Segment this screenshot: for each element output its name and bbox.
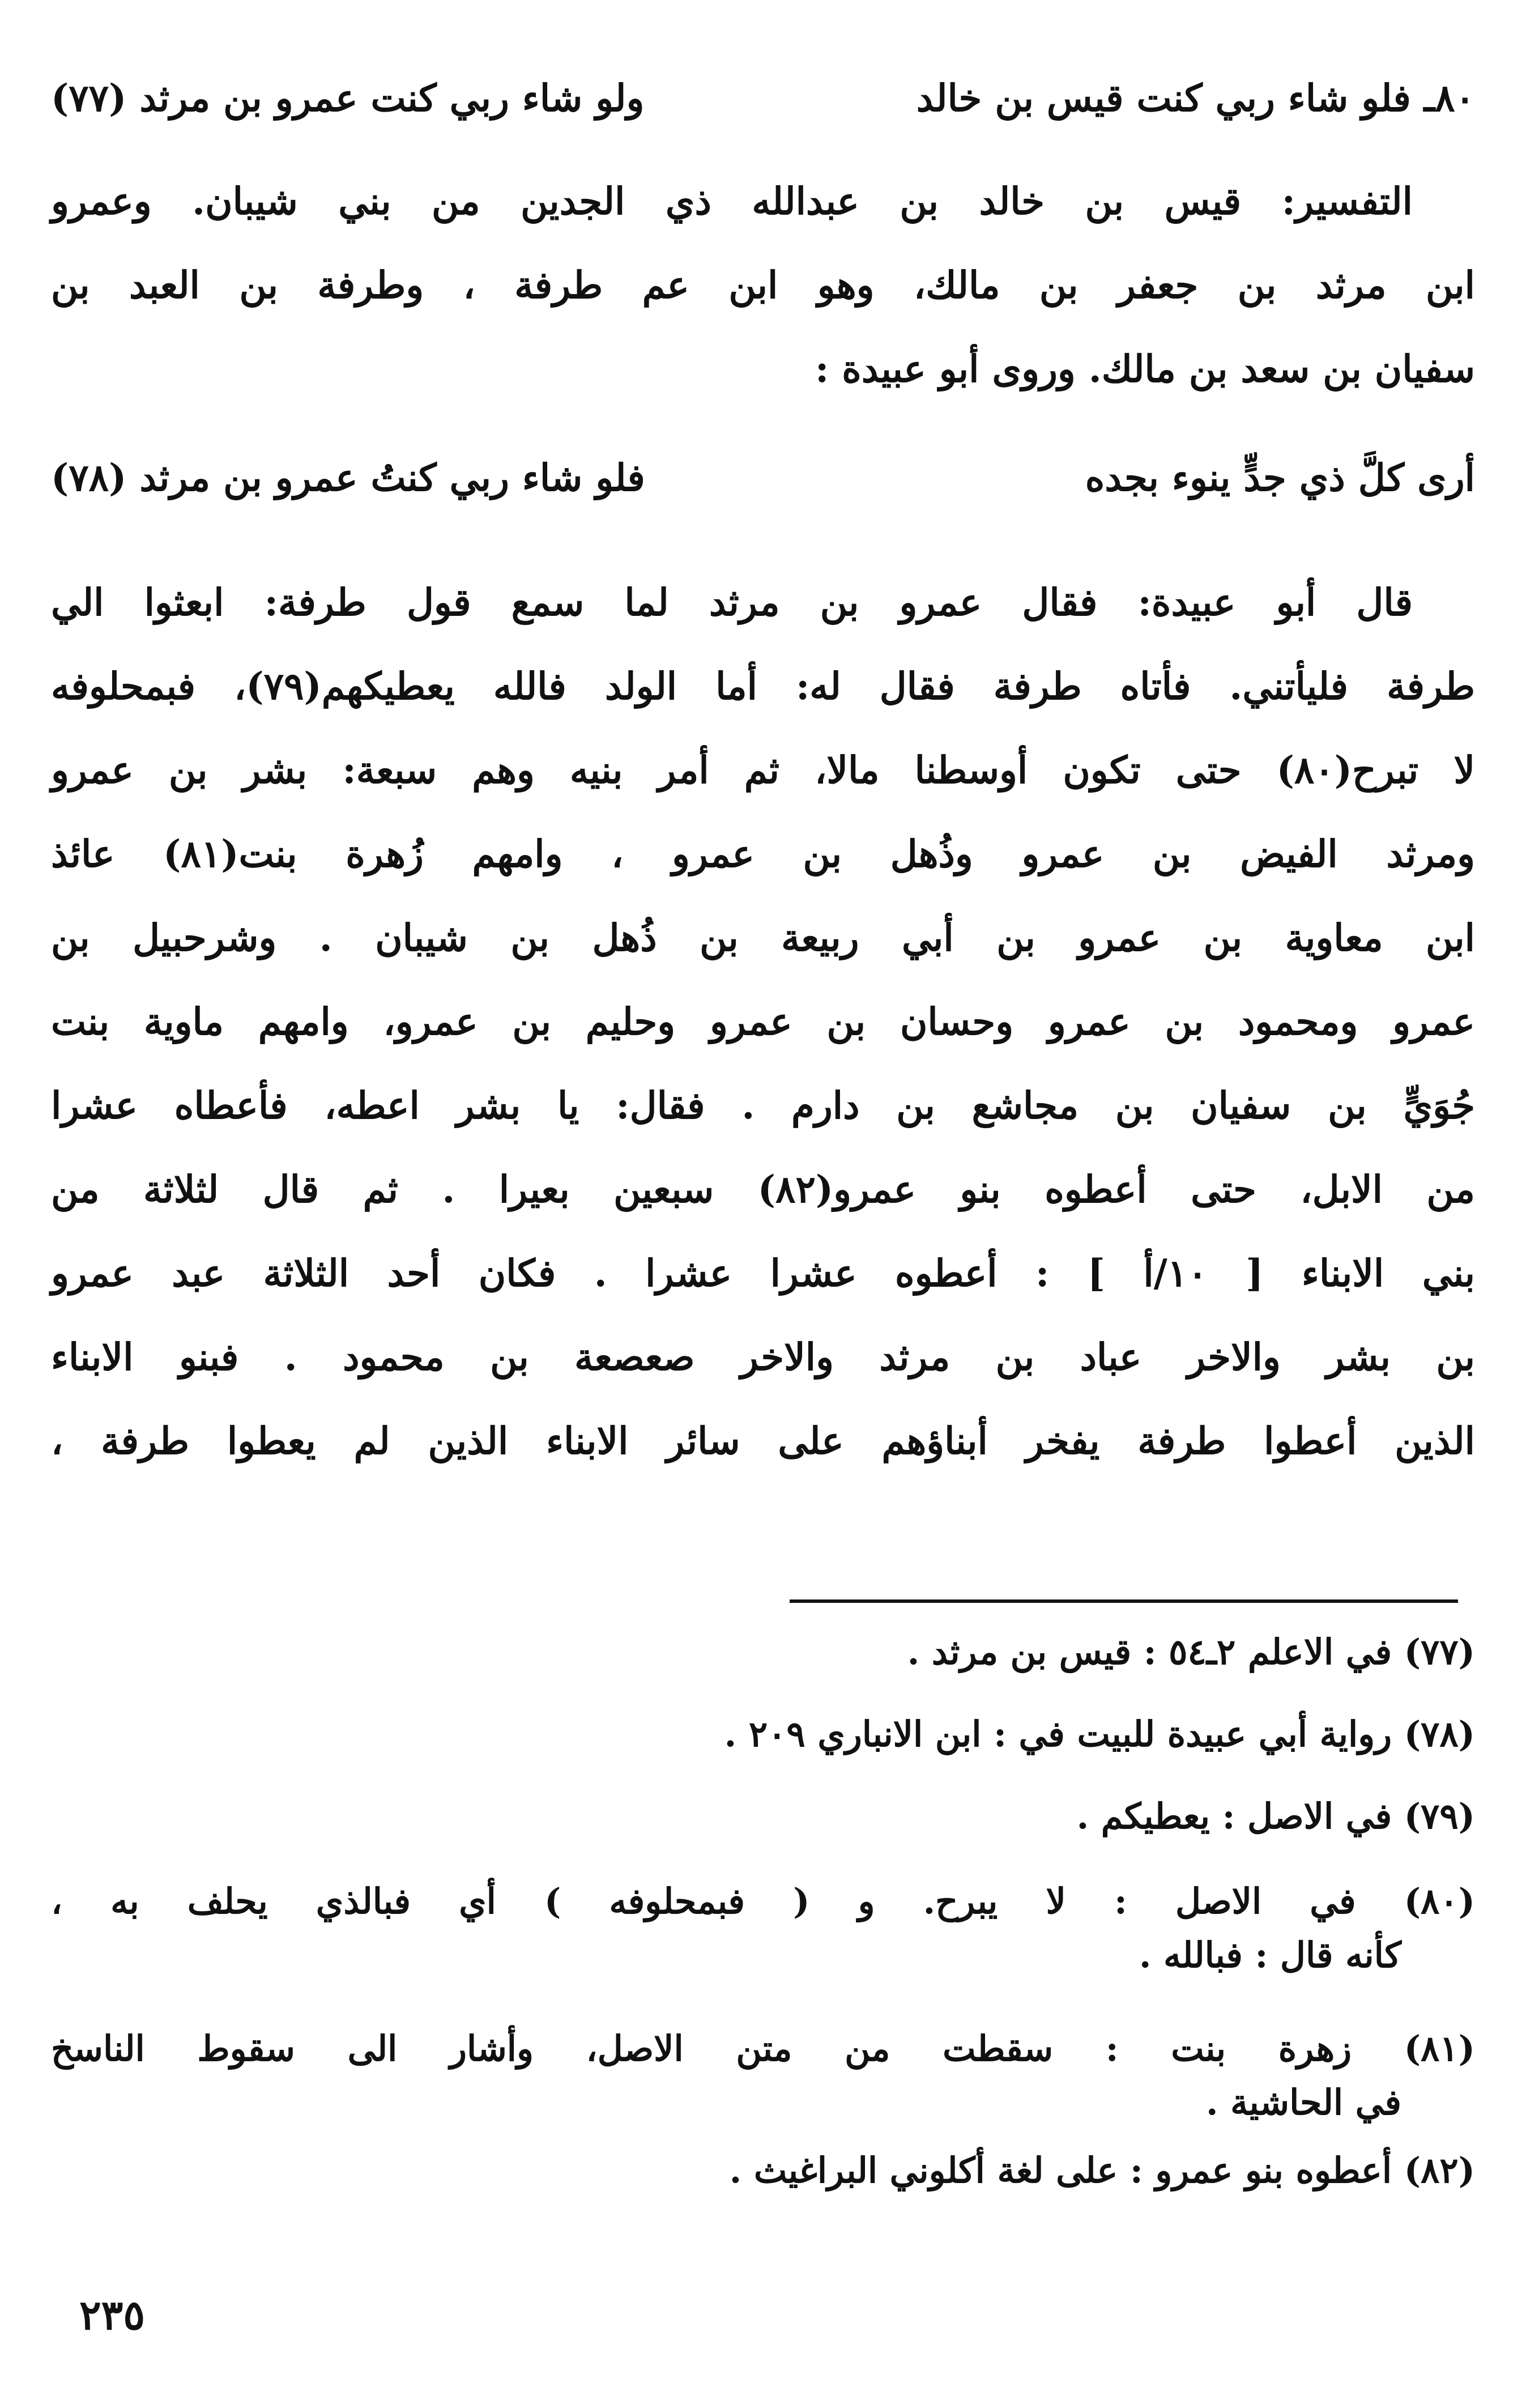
paragraph-2-line-8: من الابل، حتى أعطوه بنو عمرو(٨٢) سبعين بعيرا . ثم قال لثلاثة من xyxy=(51,1167,1475,1211)
footnote-separator xyxy=(790,1599,1458,1603)
verse-alt-left-hemistich: فلو شاء ربي كنتُ عمرو بن مرثد (٧٨) xyxy=(51,456,645,500)
paragraph-1-line-3: سفيان بن سعد بن مالك. وروى أبو عبيدة : xyxy=(815,347,1475,391)
footnote-81-line-2: في الحاشية . xyxy=(1206,2082,1401,2123)
paragraph-2-line-4: ومرثد الفيض بن عمرو وذُهل بن عمرو ، وامهم زُهرة بنت(٨١) عائذ xyxy=(51,832,1475,876)
verse-80-right-hemistich: ٨٠ـ فلو شاء ربي كنت قيس بن خالد xyxy=(916,76,1475,120)
paragraph-1-line-1: التفسير: قيس بن خالد بن عبدالله ذي الجدين من بني شيبان. وعمرو xyxy=(51,179,1413,223)
paragraph-2-line-5: ابن معاوية بن عمرو بن أبي ربيعة بن ذُهل بن شيبان . وشرحبيل بن xyxy=(51,916,1475,960)
paragraph-2-line-7: جُوَيٍّ بن سفيان بن مجاشع بن دارم . فقال: يا بشر اعطه، فأعطاه عشرا xyxy=(51,1083,1475,1128)
paragraph-2-line-1: قال أبو عبيدة: فقال عمرو بن مرثد لما سمع قول طرفة: ابعثوا الي xyxy=(51,580,1413,624)
paragraph-2-line-9: بني الابناء [ ١٠/أ ] : أعطوه عشرا عشرا . فكان أحد الثلاثة عبد عمرو xyxy=(51,1251,1475,1295)
footnote-77: (٧٧) في الاعلم ٢ـ٥٤ : قيس بن مرثد . xyxy=(907,1631,1475,1673)
verse-80 xyxy=(51,76,1475,120)
paragraph-2-line-2: طرفة فليأتني. فأتاه طرفة فقال له: أما الولد فالله يعطيكهم(٧٩)، فبمحلوفه xyxy=(51,664,1475,708)
verse-alternate xyxy=(51,456,1475,500)
footnote-79: (٧٩) في الاصل : يعطيكم . xyxy=(1076,1796,1475,1837)
page-number: ٢٣٥ xyxy=(79,2291,146,2339)
footnote-78: (٧٨) رواية أبي عبيدة للبيت في : ابن الانباري ٢٠٩ . xyxy=(724,1713,1475,1755)
paragraph-2-line-10: بن بشر والاخر عباد بن مرثد والاخر صعصعة بن محمود . فبنو الابناء xyxy=(51,1335,1475,1379)
paragraph-2-line-6: عمرو ومحمود بن عمرو وحسان بن عمرو وحليم بن عمرو، وامهم ماوية بنت xyxy=(51,999,1475,1044)
footnote-81-line-1: (٨١) زهرة بنت : سقطت من متن الاصل، وأشار الى سقوط الناسخ xyxy=(51,2028,1475,2069)
verse-alt-right-hemistich: أرى كلَّ ذي جدٍّ ينوء بجده xyxy=(1085,456,1475,500)
paragraph-1-line-2: ابن مرثد بن جعفر بن مالك، وهو ابن عم طرفة ، وطرفة بن العبد بن xyxy=(51,263,1475,307)
footnote-80-line-2: كأنه قال : فبالله . xyxy=(1139,1934,1401,1976)
paragraph-2-line-11: الذين أعطوا طرفة يفخر أبناؤهم على سائر الابناء الذين لم يعطوا طرفة ، xyxy=(51,1419,1475,1463)
footnote-80-line-1: (٨٠) في الاصل : لا يبرح. و ( فبمحلوفه ) أي فبالذي يحلف به ، xyxy=(51,1881,1475,1922)
paragraph-2-line-3: لا تبرح(٨٠) حتى تكون أوسطنا مالا، ثم أمر بنيه وهم سبعة: بشر بن عمرو xyxy=(51,748,1476,792)
footnote-82: (٨٢) أعطوه بنو عمرو : على لغة أكلوني البراغيث . xyxy=(729,2150,1475,2191)
verse-80-left-hemistich: ولو شاء ربي كنت عمرو بن مرثد (٧٧) xyxy=(51,76,645,120)
